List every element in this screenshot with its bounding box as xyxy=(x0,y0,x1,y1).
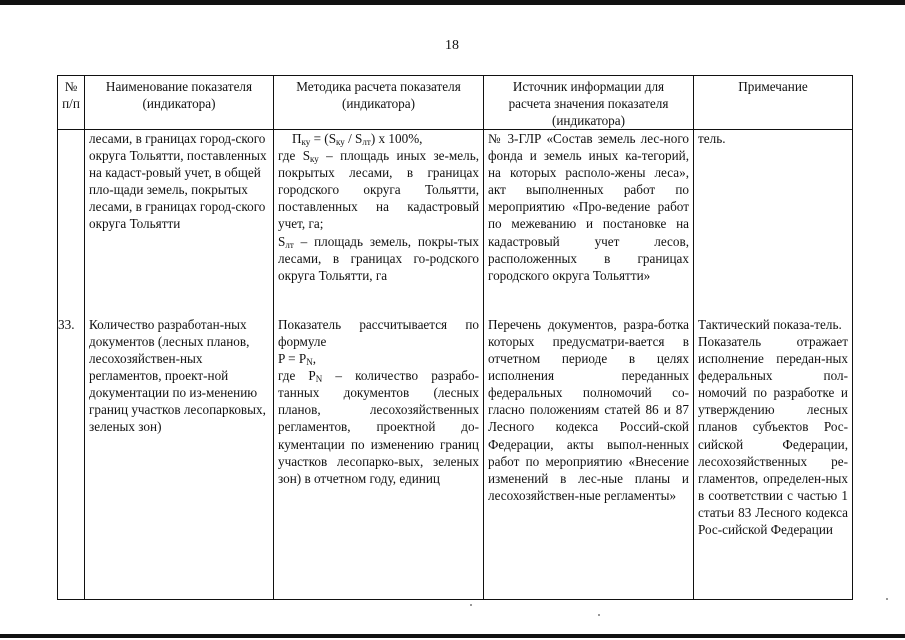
formula-subscript: лт xyxy=(362,137,371,147)
header-number-abbr: п/п xyxy=(62,96,80,111)
row-continued-s2-definition xyxy=(278,234,479,283)
formula-part: , xyxy=(312,351,317,367)
definition-part: где S xyxy=(278,148,311,164)
row-33-number: 33. xyxy=(58,300,85,600)
row-33-note xyxy=(694,300,853,600)
header-source-line2: расчета значения показателя xyxy=(508,96,669,111)
formula-subscript: ку xyxy=(301,137,311,147)
row-continued-number xyxy=(58,130,85,300)
definition-part: S xyxy=(278,233,286,249)
header-note xyxy=(694,76,853,130)
definition-part: – площадь иных зе-мель, покрытых лесами, в границах городского округа Тольятти, поставленных на кадастровый учет, га; xyxy=(278,148,480,232)
header-source xyxy=(484,76,694,130)
formula-subscript: N xyxy=(306,357,313,368)
table-header-row xyxy=(58,76,853,130)
indicators-table xyxy=(57,75,853,600)
header-method-line2: (индикатора) xyxy=(341,96,415,111)
formula-symbol: П xyxy=(292,131,302,146)
row-continued-formula xyxy=(278,130,479,147)
header-note-label: Примечание xyxy=(738,79,808,94)
formula-part: ) х 100%, xyxy=(370,131,423,146)
row-33-source: Перечень документов, разра-ботка которых предусматри-вается в отчетном периоде в целях исполнения переданных федеральных полномочий со-гласно положениям статей 86 и 87 Лесного кодекса Россий-ской Федерации, акты выпол-ненных работ по мероприятию «Внесение изменений в лес-ные планы и лесохозяйствен-ные регламенты» xyxy=(484,300,694,600)
header-indicator-name-line2: (индикатора) xyxy=(142,96,216,111)
row-33-method-intro: Показатель рассчитывается по формуле xyxy=(278,316,479,349)
header-indicator-name xyxy=(85,76,274,130)
table-row-continued xyxy=(58,130,853,300)
definition-part: где P xyxy=(278,368,316,384)
header-method xyxy=(274,76,484,130)
row-33-where-definition xyxy=(278,368,479,486)
row-continued-source: № 3-ГЛР «Состав земель лес-ного фонда и земель иных ка-тегорий, на которых располо-жены леса», акт выполненных работ по мероприятию «Про-ведение работ по межеванию и постановке на кадастровый учет лесов, расположенных в границах городского округа Тольятти» xyxy=(484,130,694,300)
header-method-line1: Методика расчета показателя xyxy=(296,79,461,94)
header-indicator-name-line1: Наименование показателя xyxy=(105,79,253,94)
formula-part: = (S xyxy=(310,131,337,146)
formula-part: / S xyxy=(344,131,363,146)
row-33-note-description: Показатель отражает исполнение передан-ных федеральных пол-номочий по разработке и утверждению лесных планов субъектов Рос-сийской Федерации, лесохозяйственных ре-гламентов, определен-ных в соответствии с частью 1 статьи 83 Лесного кодекса Рос-сийской Федерации xyxy=(698,333,848,537)
scan-speck xyxy=(886,598,888,600)
header-source-line3: (индикатора) xyxy=(551,113,625,128)
definition-part: – количество разрабо-танных документов (лесных планов, лесохозяйственных регламентов, проектной до-кументации по изменению границ участков лесопарко-вых, зеленых зон) в отчетном году, единиц xyxy=(278,368,479,486)
row-33-name: Количество разработан-ных документов (лесных планов, лесохозяйствен-ных регламентов, проект-ной документации по из-менению границ участков лесопарковых, зеленых зон) xyxy=(85,300,274,600)
row-33-method xyxy=(274,300,484,600)
top-border-line xyxy=(0,0,905,5)
definition-subscript: ку xyxy=(310,154,319,165)
formula-part: P = P xyxy=(278,351,307,367)
definition-part: – площадь земель, покры-тых лесами, в границах го-родского округа Тольятти, га xyxy=(278,233,479,283)
header-number-symbol: № xyxy=(64,79,78,94)
row-33-note-type: Тактический показа-тель. xyxy=(698,316,842,332)
scan-speck xyxy=(470,604,472,606)
row-continued-note: тель. xyxy=(694,130,853,300)
bottom-border-line xyxy=(0,634,905,638)
formula-subscript: ку xyxy=(336,137,345,147)
row-continued-name: лесами, в границах город-ского округа Тольятти, поставленных на кадаст-ровый учет, в общей пло-щади земель, покрытых лесами, в границах город-ского округа Тольятти xyxy=(85,130,274,300)
row-33-formula xyxy=(278,350,479,367)
definition-subscript: лт xyxy=(285,239,294,250)
header-number xyxy=(58,76,85,130)
row-continued-method xyxy=(274,130,484,300)
row-continued-where-definition xyxy=(278,148,479,231)
definition-subscript: N xyxy=(315,374,323,385)
page-number: 18 xyxy=(445,38,459,53)
header-source-line1: Источник информации для xyxy=(512,79,665,94)
scan-speck xyxy=(598,614,600,616)
table-row-33 xyxy=(58,300,853,600)
